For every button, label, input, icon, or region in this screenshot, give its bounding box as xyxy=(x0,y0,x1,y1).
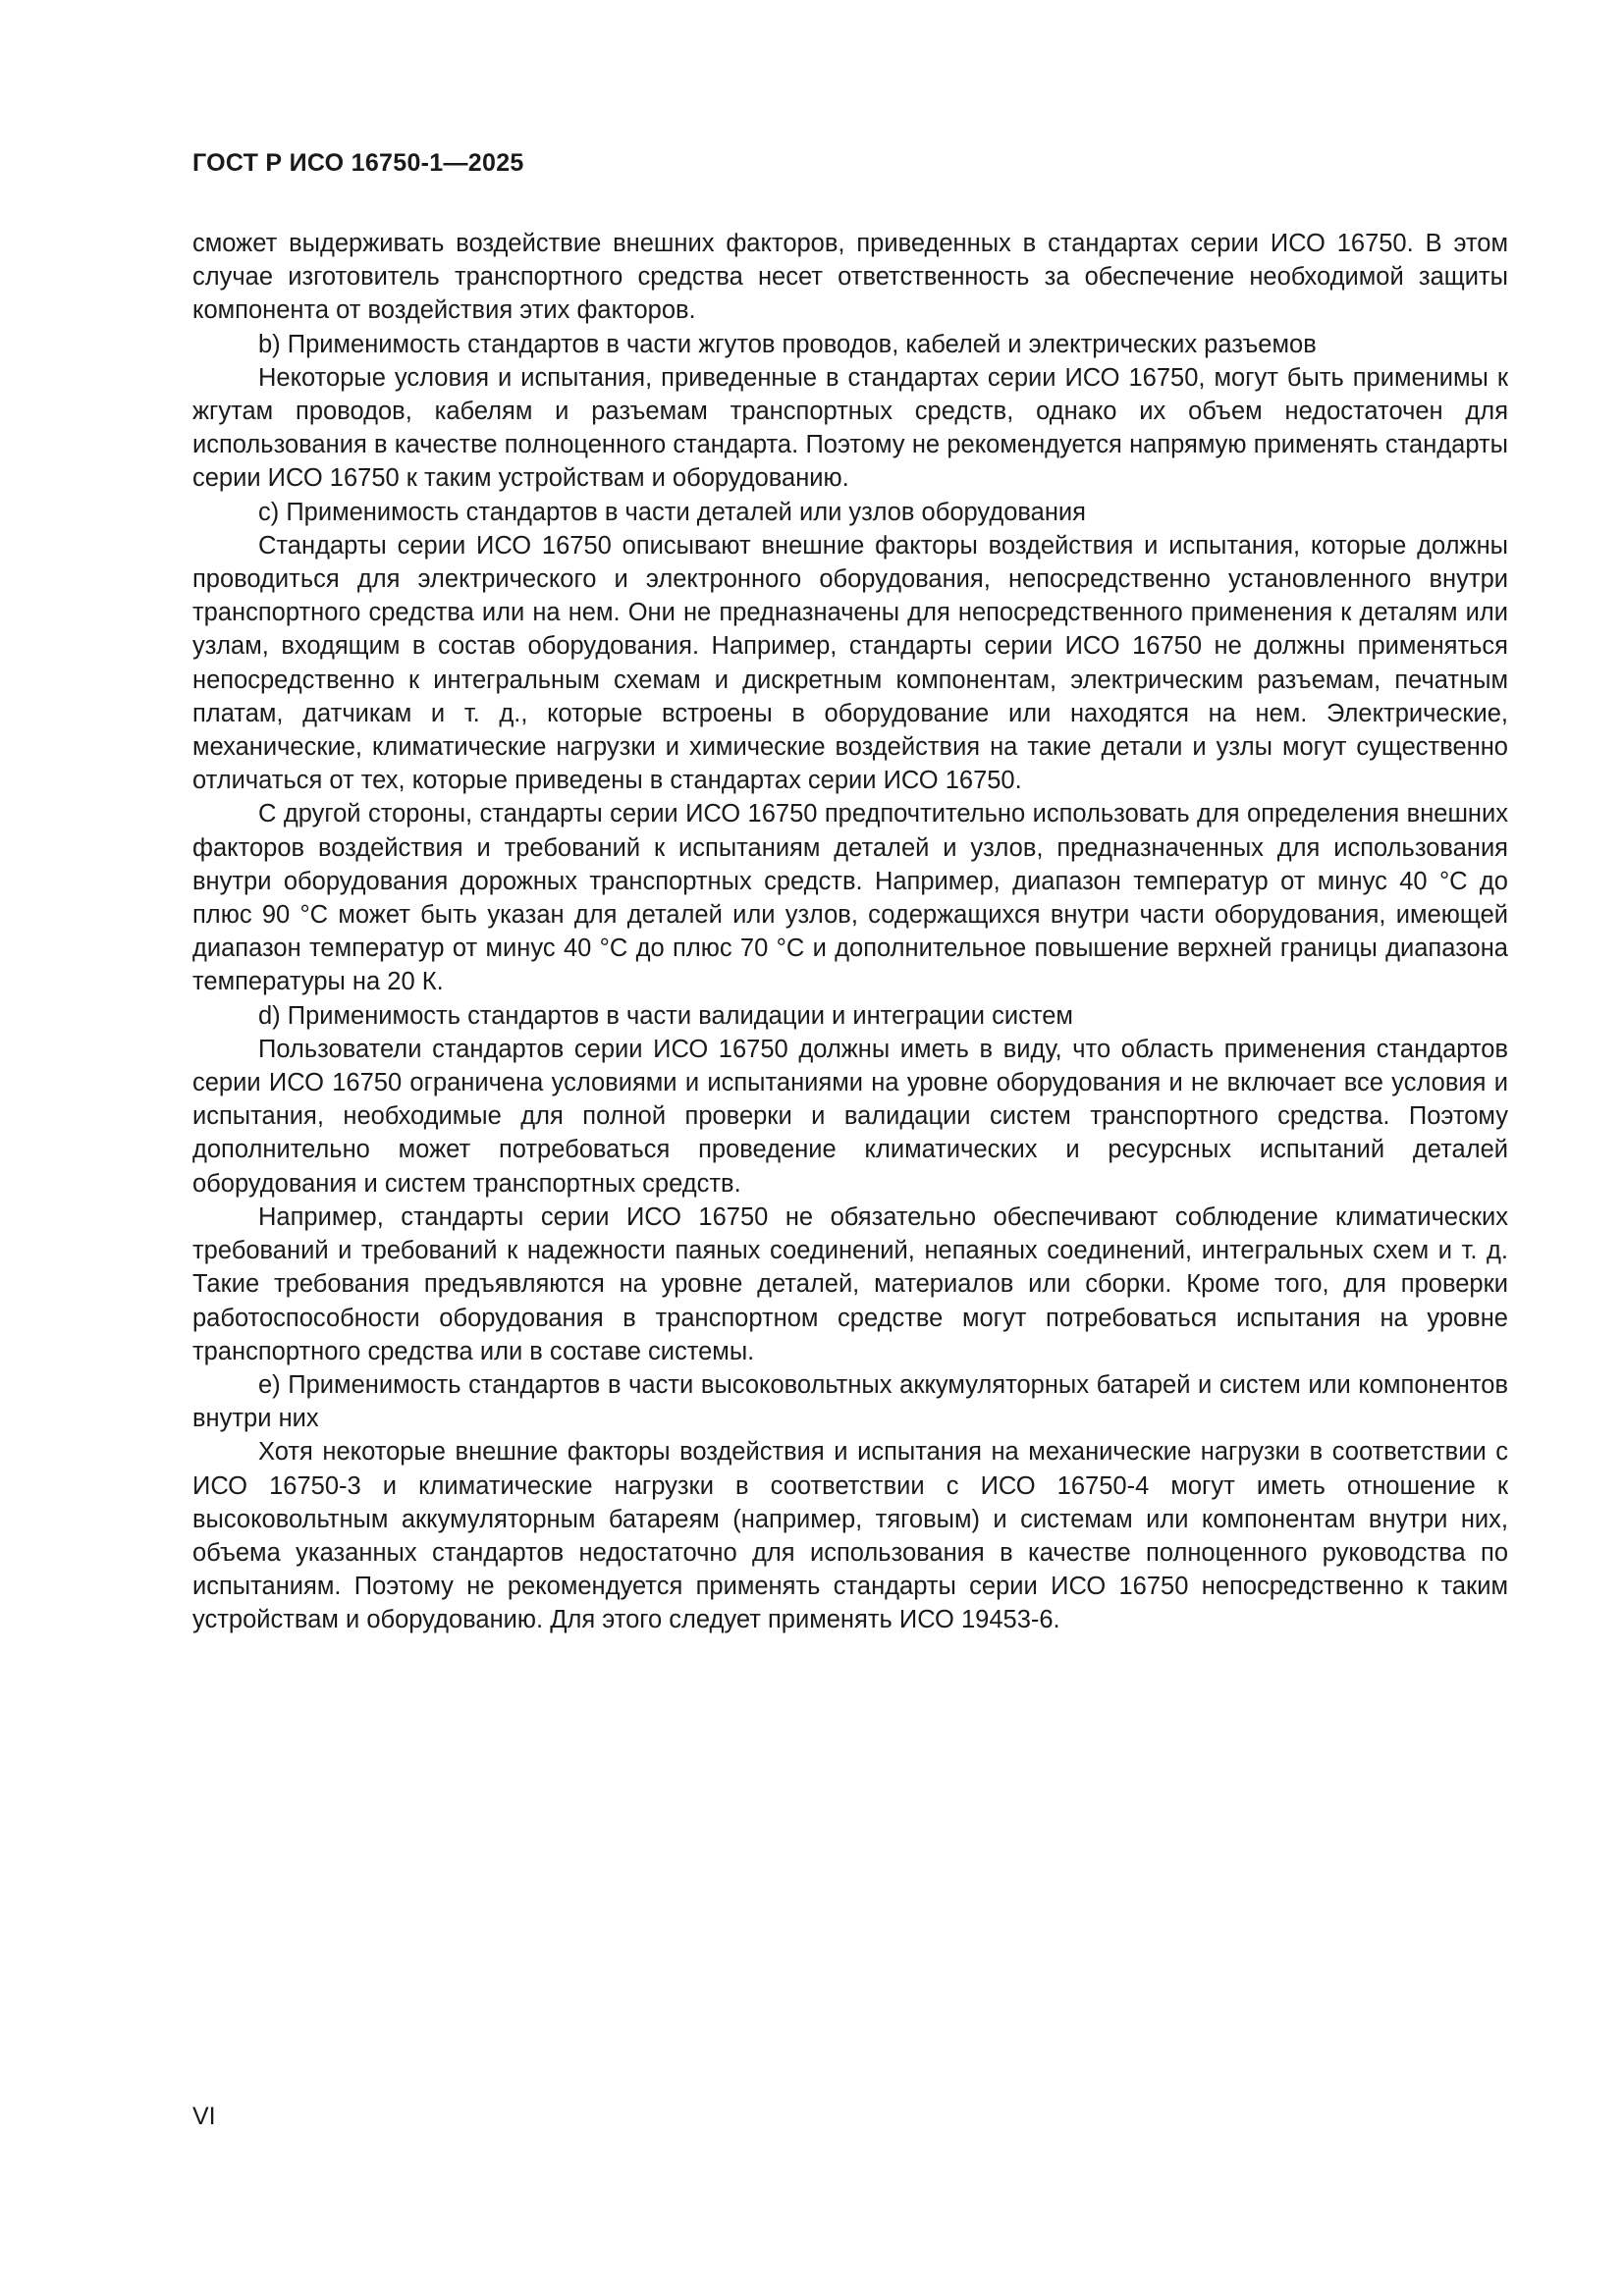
paragraph: С другой стороны, стандарты серии ИСО 16750 предпочтительно использовать для определения внешних факторов воздействия и требований к испытаниям деталей и узлов, предназначенных для использования внутри оборудования дорожных транспортных средств. Например, диапазон температур от минус 40 °С до плюс 90 °С может быть указан для деталей или узлов, содержащихся внутри части оборудования, имеющей диапазон температур от минус 40 °С до плюс 70 °С и дополнительное повышение верхней границы диапазона температуры на 20 К. xyxy=(192,800,1508,996)
document-body xyxy=(192,227,1508,1637)
page-number: VI xyxy=(192,2103,216,2130)
paragraph-continuation: сможет выдерживать воздействие внешних факторов, приведенных в стандартах серии ИСО 16750. В этом случае изготовитель транспортного средства несет ответственность за обеспечение необходимой защиты компонента от воздействия этих факторов. xyxy=(192,230,1508,325)
paragraph: Например, стандарты серии ИСО 16750 не обязательно обеспечивают соблюдение климатических требований и требований к надежности паяных соединений, непаяных соединений, интегральных схем и т. д. Такие требования предъявляются на уровне деталей, материалов или сборки. Кроме того, для проверки работоспособности оборудования в транспортном средстве могут потребоваться испытания на уровне транспортного средства или в составе системы. xyxy=(192,1202,1508,1365)
document-header: ГОСТ Р ИСО 16750-1—2025 xyxy=(192,149,524,177)
item-d-heading: d) Применимость стандартов в части валидации и интеграции систем xyxy=(258,1001,1073,1030)
paragraph: Хотя некоторые внешние факторы воздействия и испытания на механические нагрузки в соответствии с ИСО 16750-3 и климатические нагрузки в соответствии с ИСО 16750-4 могут иметь отношение к высоковольтным аккумуляторным батареям (например, тяговым) и системам или компонентам внутри них, объема указанных стандартов недостаточно для использования в качестве полноценного руководства по испытаниям. Поэтому не рекомендуется применять стандарты серии ИСО 16750 непосредственно к таким устройствам и оборудованию. Для этого следует применять ИСО 19453-6. xyxy=(192,1438,1508,1634)
item-e-heading: е) Применимость стандартов в части высоковольтных аккумуляторных батарей и систем или компонентов внутри них xyxy=(192,1370,1508,1433)
item-c-heading: с) Применимость стандартов в части деталей или узлов оборудования xyxy=(258,498,1086,526)
paragraph: Некоторые условия и испытания, приведенные в стандартах серии ИСО 16750, могут быть применимы к жгутам проводов, кабелям и разъемам транспортных средств, однако их объем недостаточен для использования в качестве полноценного стандарта. Поэтому не рекомендуется напрямую применять стандарты серии ИСО 16750 к таким устройствам и оборудованию. xyxy=(192,363,1508,493)
paragraph: Пользователи стандартов серии ИСО 16750 должны иметь в виду, что область применения стандартов серии ИСО 16750 ограничена условиями и испытаниями на уровне оборудования и не включает все условия и испытания, необходимые для полной проверки и валидации систем транспортного средства. Поэтому дополнительно может потребоваться проведение климатических и ресурсных испытаний деталей оборудования и систем транспортных средств. xyxy=(192,1035,1508,1198)
item-b-heading: b) Применимость стандартов в части жгутов проводов, кабелей и электрических разъемов xyxy=(258,330,1317,358)
paragraph: Стандарты серии ИСО 16750 описывают внешние факторы воздействия и испытания, которые должны проводиться для электрического и электронного оборудования, непосредственно установленного внутри транспортного средства или на нем. Они не предназначены для непосредственного применения к деталям или узлам, входящим в состав оборудования. Например, стандарты серии ИСО 16750 не должны применяться непосредственно к интегральным схемам и дискретным компонентам, электрическим разъемам, печатным платам, датчикам и т. д., которые встроены в оборудование или находятся на нем. Электрические, механические, климатические нагрузки и химические воздействия на такие детали и узлы могут существенно отличаться от тех, которые приведены в стандартах серии ИСО 16750. xyxy=(192,531,1508,795)
